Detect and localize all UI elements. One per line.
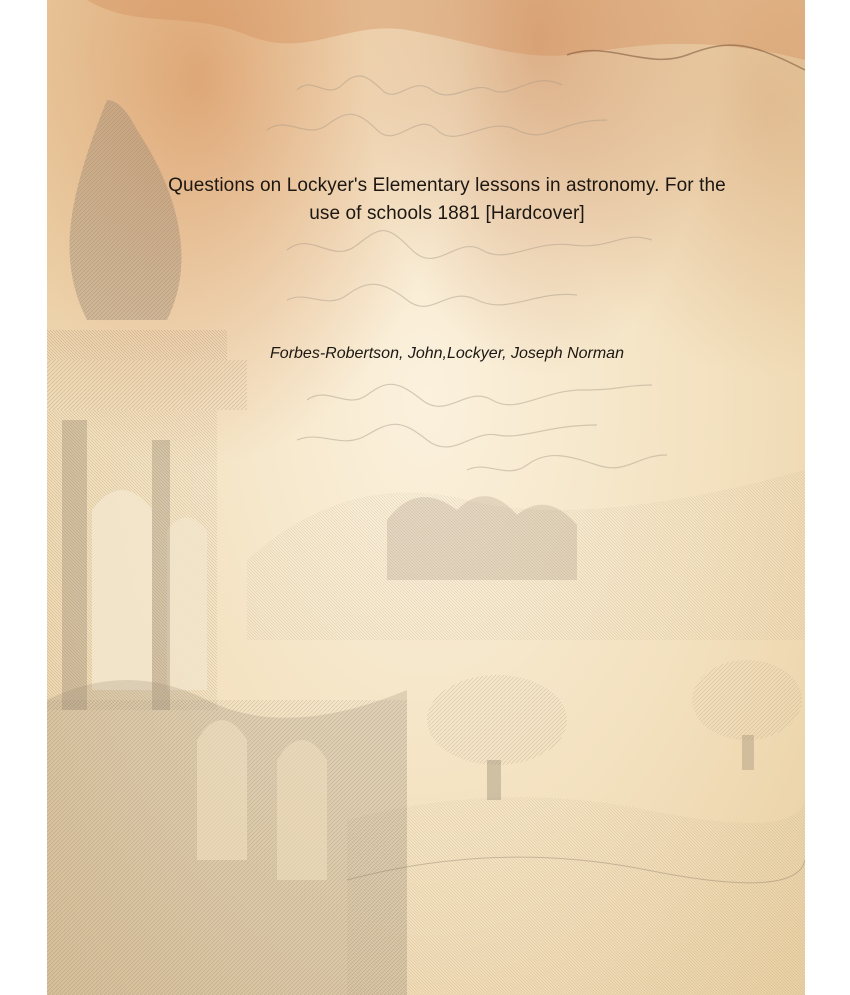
book-author: Forbes-Robertson, John,Lockyer, Joseph Norman (270, 345, 624, 362)
cover-background-art (47, 0, 805, 995)
book-title: Questions on Lockyer's Elementary lessons in astronomy. For the use of schools 1881 [Hardcover] (168, 175, 726, 224)
book-cover (47, 0, 805, 995)
